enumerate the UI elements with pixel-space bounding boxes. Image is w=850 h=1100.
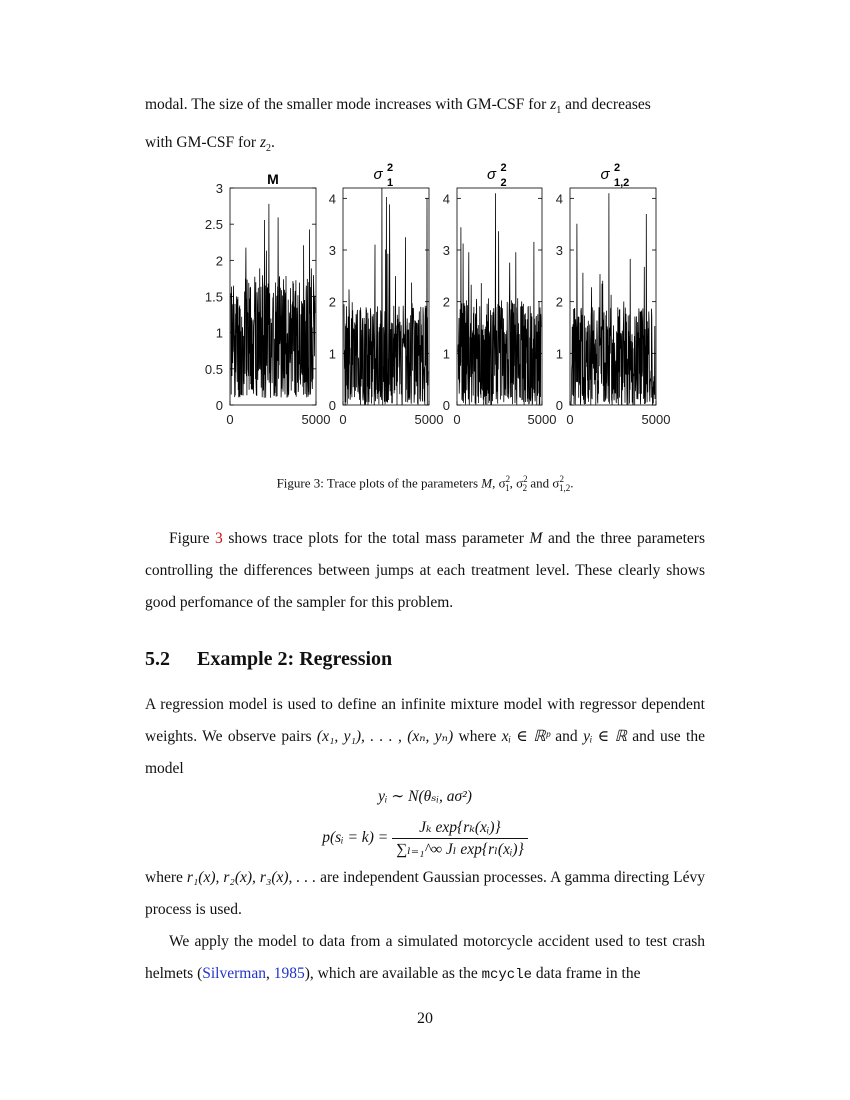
- y-tick-label: 1: [328, 346, 336, 362]
- panel-title-sub: 1: [387, 177, 394, 189]
- para-text: ,: [265, 965, 274, 982]
- y-tick-label: 1.5: [204, 289, 223, 305]
- para-text: and use the model: [145, 728, 705, 777]
- panel-title-sup: 2: [387, 162, 394, 174]
- para-text: are independent Gaussian processes. A gamma directing Lévy process is used.: [145, 869, 706, 918]
- y-tick-label: 4: [328, 191, 336, 207]
- x-tick-label: 5000: [301, 412, 331, 427]
- panel-title: M: [267, 171, 279, 187]
- citation-year-link[interactable]: 1985: [273, 965, 305, 982]
- equation-text: yᵢ ∼ N(θₛᵢ, aσ²): [378, 788, 472, 805]
- math-xi: xᵢ ∈ ℝᵖ: [501, 728, 550, 745]
- equation-fraction: [392, 818, 528, 859]
- math-pairs: (x₁, y₁), . . . , (xₙ, yₙ): [316, 728, 454, 745]
- code-mcycle: mcycle: [481, 967, 533, 983]
- equation-allocation: [0, 818, 850, 859]
- y-tick-label: 1: [555, 346, 563, 362]
- gaussian-process-paragraph: [145, 862, 705, 926]
- citation-link[interactable]: Silverman: [202, 965, 266, 982]
- trace-line-3: [458, 193, 541, 405]
- math-sub: 1: [556, 105, 562, 117]
- caption-text: Figure 3: Trace plots of the parameters: [276, 475, 482, 491]
- section-title: Example 2: Regression: [197, 648, 393, 670]
- section-number: 5.2: [145, 648, 170, 670]
- x-tick-label: 0: [453, 412, 461, 427]
- para-text: and the three parameters controlling the differences between jumps at each treatment level. These clearly shows good perfomance of the sampler for this problem.: [145, 530, 706, 611]
- caption-sub: 2: [522, 482, 528, 493]
- math-M: M: [529, 530, 543, 547]
- y-tick-label: 3: [442, 243, 450, 258]
- intro-text: with GM-CSF for: [145, 134, 260, 152]
- para-text: data frame in the: [532, 965, 641, 982]
- math-funcs: r₁(x), r₂(x), r₃(x), . . .: [186, 869, 317, 886]
- x-tick-label: 5000: [641, 412, 671, 427]
- y-tick-label: 4: [555, 191, 563, 207]
- equation-model: [0, 787, 850, 806]
- equation-numerator: Jₖ exp{rₖ(xᵢ)}: [392, 818, 528, 839]
- y-tick-label: 3: [328, 243, 336, 258]
- equation-lhs: p(sᵢ = k) =: [322, 829, 393, 847]
- x-tick-label: 5000: [414, 412, 444, 427]
- para-text: Figure: [169, 530, 216, 547]
- math-z: z: [259, 134, 267, 152]
- x-tick-label: 0: [339, 412, 347, 427]
- para-text: where: [453, 728, 502, 745]
- panel-title-sup: 2: [614, 162, 621, 174]
- y-tick-label: 2: [442, 294, 450, 310]
- y-tick-label: 3: [215, 181, 223, 196]
- y-tick-label: 2.5: [204, 217, 223, 233]
- y-tick-label: 2: [328, 294, 336, 310]
- caption-sup: 2: [559, 474, 564, 484]
- intro-paragraph: [145, 89, 705, 165]
- y-tick-label: 0.5: [204, 361, 223, 377]
- para-text: We apply the model to data from a simulated motorcycle accident used to test crash helmets (: [145, 933, 705, 982]
- trace-plots-figure: [0, 160, 850, 440]
- intro-text: modal. The size of the smaller mode increases with GM-CSF for: [145, 96, 551, 113]
- para-text: shows trace plots for the total mass parameter: [222, 530, 530, 547]
- regression-intro-paragraph: [145, 689, 705, 785]
- y-tick-label: 2: [555, 294, 563, 310]
- figure-caption: [0, 474, 850, 493]
- panel-title-sup: 2: [500, 162, 507, 174]
- caption-sup: 2: [523, 474, 528, 484]
- y-tick-label: 4: [442, 191, 450, 207]
- y-tick-label: 0: [442, 398, 450, 413]
- caption-math: M: [481, 475, 493, 491]
- x-tick-label: 5000: [527, 412, 557, 427]
- y-tick-label: 0: [328, 398, 336, 413]
- mcycle-paragraph: [145, 926, 705, 991]
- y-tick-label: 0: [215, 398, 223, 413]
- y-tick-label: 3: [555, 243, 563, 258]
- trace-line-2: [344, 188, 428, 405]
- x-tick-label: 0: [566, 412, 574, 427]
- panel-title: σ: [373, 166, 383, 183]
- para-text: where: [145, 869, 187, 886]
- intro-text: .: [271, 134, 275, 152]
- section-heading: [145, 648, 392, 671]
- panel-title-sub: 1,2: [614, 177, 630, 189]
- trace-discussion-paragraph: [145, 523, 705, 619]
- equation-denominator: ∑ₗ₌₁^∞ Jₗ exp{rₗ(xᵢ)}: [396, 841, 524, 858]
- caption-text: .: [570, 475, 574, 491]
- caption-sup: 2: [505, 474, 511, 484]
- panel-title: σ: [600, 166, 610, 183]
- y-tick-label: 1: [215, 325, 223, 341]
- caption-text: , σ: [509, 475, 524, 491]
- page-number: 20: [417, 1010, 433, 1027]
- math-z: z: [550, 96, 557, 113]
- y-tick-label: 2: [215, 253, 223, 269]
- panel-title-sub: 2: [500, 177, 507, 189]
- y-tick-label: 1: [442, 346, 450, 362]
- caption-sub: 1,2: [558, 482, 571, 493]
- x-tick-label: 0: [226, 412, 234, 427]
- trace-line-4: [571, 193, 655, 405]
- para-text: ), which are available as the: [304, 965, 482, 982]
- caption-sub: 1: [505, 482, 510, 493]
- para-text: and: [549, 728, 584, 745]
- y-tick-label: 0: [555, 398, 563, 413]
- trace-line-1: [231, 204, 315, 398]
- math-yi: yᵢ ∈ ℝ: [583, 728, 627, 745]
- intro-text: and decreases: [561, 96, 651, 113]
- math-sub: 2: [266, 143, 272, 155]
- caption-text: , σ: [492, 475, 506, 491]
- caption-text: and σ: [527, 475, 560, 491]
- panel-title: σ: [486, 166, 497, 183]
- figure-reference-link[interactable]: 3: [215, 530, 223, 547]
- para-text: A regression model is used to define an infinite mixture model with regressor dependent weights. We observe pairs: [145, 696, 705, 745]
